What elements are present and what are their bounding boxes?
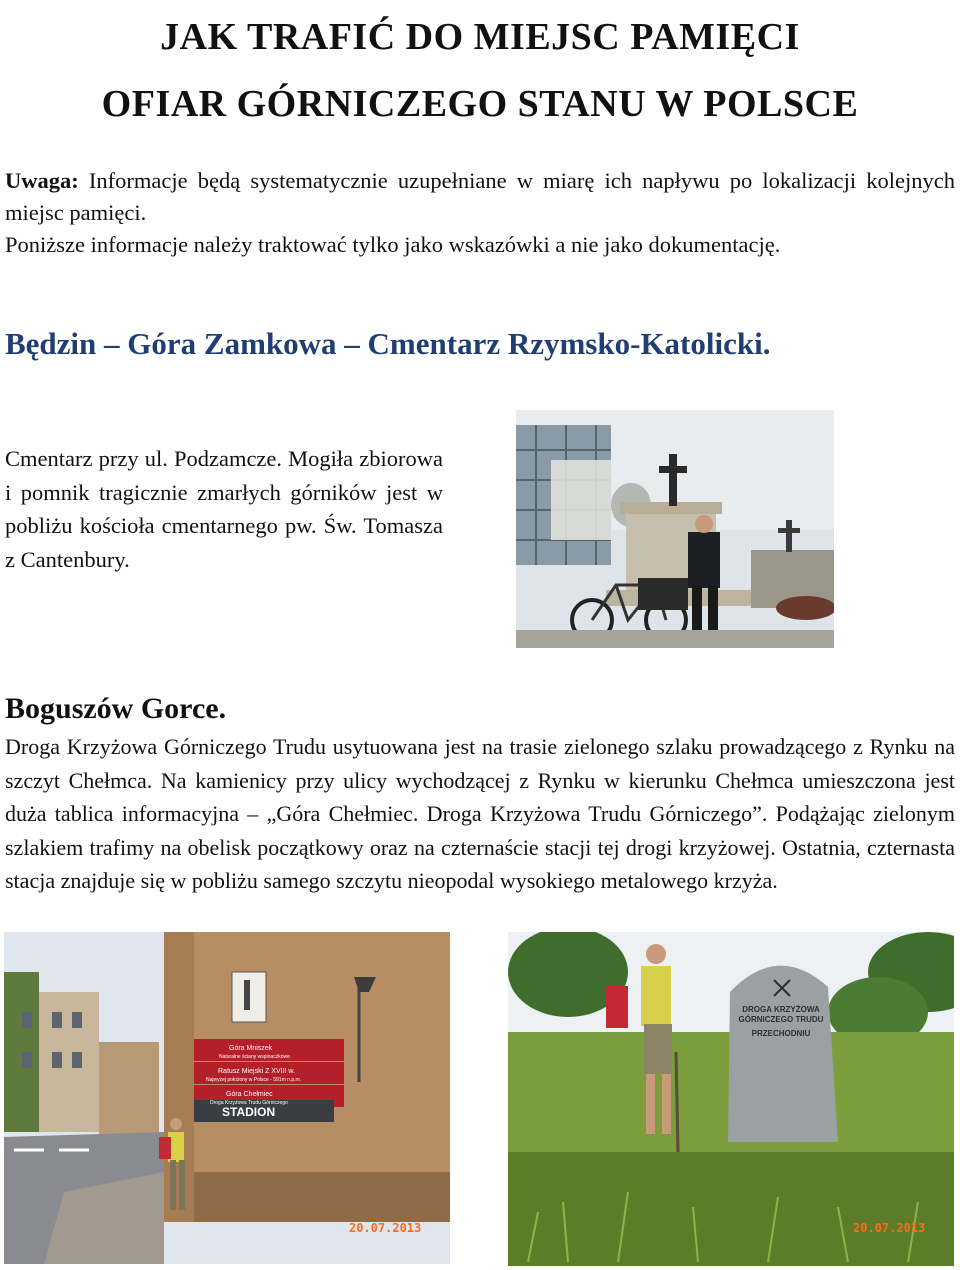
stone-line-3: PRZECHODNIU: [751, 1029, 811, 1038]
sign-1-sub: Naturalne ściany wspinaczkowe: [219, 1054, 290, 1060]
title-line-2: OFIAR GÓRNICZEGO STANU W POLSCE: [101, 83, 859, 125]
section-body-bedzin: Cmentarz przy ul. Podzamcze. Mogiła zbiorowa i pomnik tragicznie zmarłych górników jest w pobliżu kościoła cmentarnego pw. Św. Tomasza z Cantenbury.: [5, 446, 443, 572]
street-photo-date: 20.07.2013: [349, 1221, 422, 1235]
note-label: Uwaga:: [5, 168, 79, 193]
stone-photo-date: 20.07.2013: [853, 1221, 926, 1235]
sign-4-text: STADION: [222, 1105, 276, 1119]
sign-2-title: Ratusz Miejski Z XVIII w.: [218, 1068, 296, 1075]
note-text-1: Informacje będą systematycznie uzupełniane w miarę ich napływu po lokalizacji kolejnych miejsc pamięci.: [5, 168, 955, 225]
note-text-2: Poniższe informacje należy traktować tylko jako wskazówki a nie jako dokumentację.: [5, 232, 781, 257]
section-heading-bedzin: Będzin – Góra Zamkowa – Cmentarz Rzymsko-Katolicki.: [5, 326, 771, 361]
street-signs-photo: [4, 932, 450, 1264]
cemetery-photo: [516, 410, 834, 648]
sign-1-title: Góra Mniszek: [229, 1045, 273, 1052]
section-body-boguszow: Droga Krzyżowa Górniczego Trudu usytuowana jest na trasie zielonego szlaku prowadzącego z Rynku na szczyt Chełmca. Na kamienicy przy ulicy wychodzącej z Rynku w kierunku Chełmca umieszczona jest duża tablica informacyjna – „Góra Chełmiec. Droga Krzyżowa Trudu Górniczego”. Podążając zielonym szlakiem trafimy na obelisk początkowy oraz na czternaście stacji tej drogi krzyżowej. Ostatnia, czternasta stacja znajduje się w pobliżu samego szczytu nieopodal wysokiego metalowego krzyża.: [5, 734, 955, 893]
stone-line-2: GÓRNICZEGO TRUDU: [738, 1015, 824, 1024]
section-heading-boguszow: Boguszów Gorce.: [5, 692, 227, 725]
stone-monument-photo: [508, 932, 954, 1266]
sign-3-sub: Droga Krzyżowa Trudu Górniczego: [210, 1100, 288, 1106]
stone-line-1: DROGA KRZYŻOWA: [742, 1005, 820, 1014]
note-paragraph: [5, 165, 955, 261]
sign-3-title: Góra Chełmiec: [226, 1091, 273, 1098]
page-title: [0, 4, 960, 138]
sign-2-sub: Najwyżej położony w Polsce - 591m n.p.m.: [206, 1077, 302, 1083]
title-line-1: JAK TRAFIĆ DO MIEJSC PAMIĘCI: [160, 16, 800, 58]
